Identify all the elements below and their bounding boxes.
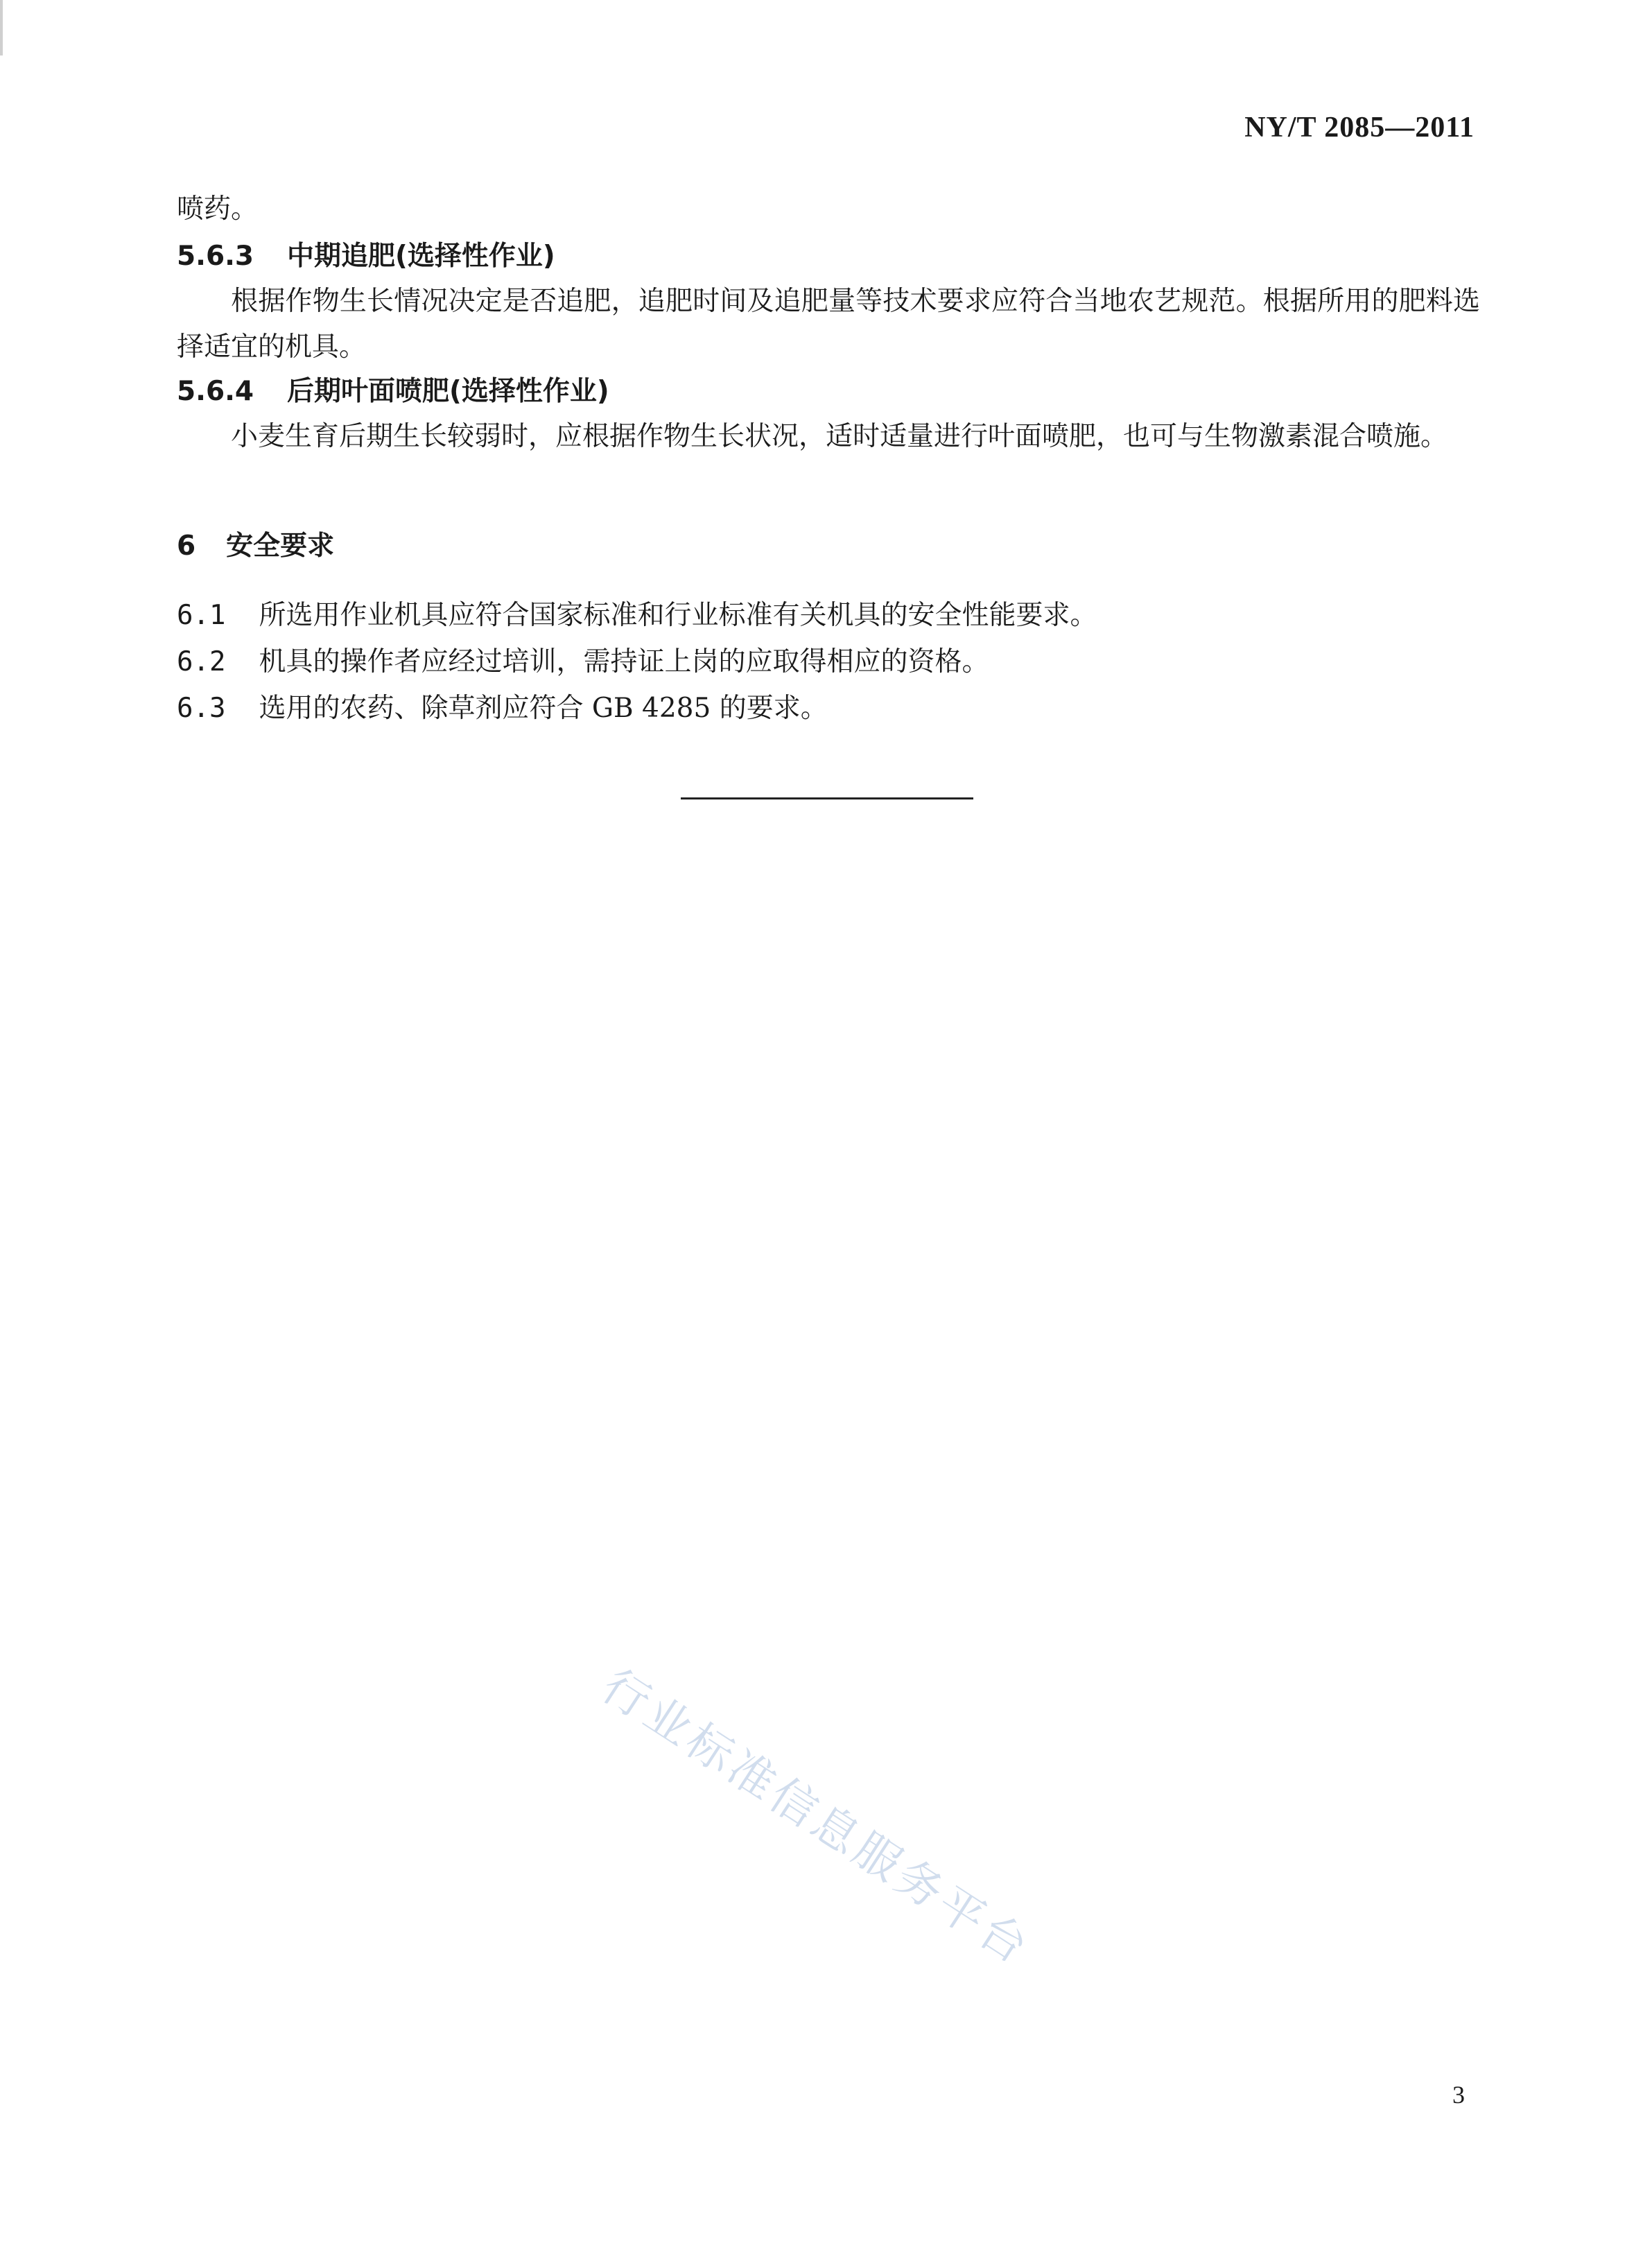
- page-number: 3: [1452, 2081, 1465, 2109]
- paragraph-text: 小麦生育后期生长较弱时，应根据作物生长状况，适时适量进行叶面喷肥，也可与生物激素混合喷施。: [231, 421, 1448, 452]
- clause-text: 所选用作业机具应符合国家标准和行业标准有关机具的安全性能要求。: [259, 600, 1097, 631]
- section-number: 6: [177, 530, 196, 562]
- continuation-text: 喷药。: [177, 193, 259, 225]
- section-title: 安全要求: [226, 530, 335, 562]
- section-5-6-4-heading: [177, 378, 609, 406]
- clause-text: 机具的操作者应经过培训，需持证上岗的应取得相应的资格。: [259, 646, 989, 677]
- section-title: 中期追肥(选择性作业): [287, 241, 555, 272]
- section-title: 后期叶面喷肥(选择性作业): [287, 376, 609, 407]
- section-5-6-3-heading: [177, 243, 555, 270]
- end-divider: [681, 797, 973, 799]
- clause-number: 6.3: [177, 693, 226, 724]
- clause-number: 6.2: [177, 646, 226, 677]
- clause-text: 选用的农药、除草剂应符合 GB 4285 的要求。: [259, 693, 828, 724]
- section-6-heading: [177, 530, 335, 562]
- clause-6-3: [177, 695, 828, 723]
- clause-6-2: [177, 648, 989, 676]
- paragraph-text: 根据作物生长情况决定是否追肥，追肥时间及追肥量等技术要求应符合当地农艺规范。根据所用的肥料选择适宜的机具。: [177, 286, 1480, 363]
- clause-number: 6.1: [177, 600, 226, 631]
- scan-edge-mark: [0, 0, 3, 55]
- section-number: 5.6.4: [177, 376, 254, 407]
- standard-code: NY/T 2085—2011: [1244, 112, 1475, 144]
- section-5-6-3-paragraph: [177, 279, 1480, 370]
- watermark: 行业标准信息服务平台: [592, 1659, 1041, 1976]
- section-5-6-4-paragraph: [177, 414, 1480, 460]
- clause-6-1: [177, 602, 1097, 630]
- section-number: 5.6.3: [177, 241, 254, 272]
